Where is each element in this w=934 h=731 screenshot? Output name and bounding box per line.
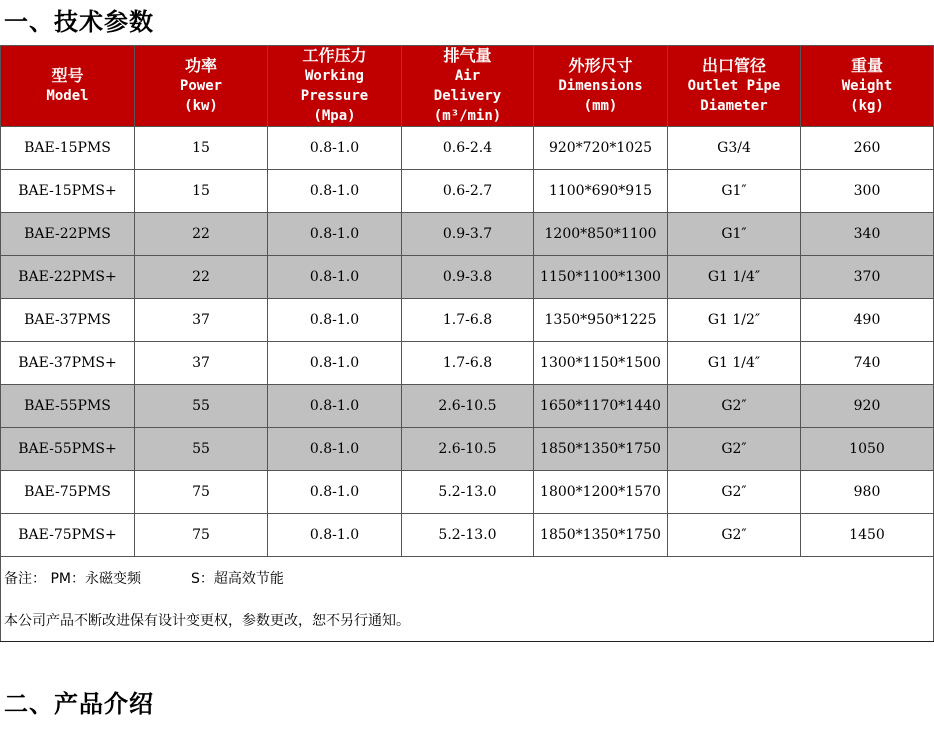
cell-pressure: 0.8-1.0 <box>268 514 402 557</box>
cell-air-delivery: 5.2-13.0 <box>402 471 534 514</box>
header-en: Diameter <box>700 98 768 114</box>
cell-air-delivery: 1.7-6.8 <box>402 299 534 342</box>
cell-power: 22 <box>135 256 268 299</box>
table-row <box>1 428 934 471</box>
header-en: (kw) <box>184 98 218 114</box>
table-row <box>1 471 934 514</box>
header-en: Model <box>46 88 89 104</box>
cell-dimensions: 920*720*1025 <box>534 127 668 170</box>
cell-weight: 340 <box>801 213 934 256</box>
header-en: (mm) <box>583 98 618 114</box>
table-row <box>1 342 934 385</box>
note-row <box>1 557 934 600</box>
header-cn: 外形尺寸 <box>568 56 633 75</box>
header-cn: 功率 <box>184 56 217 75</box>
cell-dimensions: 1350*950*1225 <box>534 299 668 342</box>
cell-air-delivery: 0.6-2.4 <box>402 127 534 170</box>
cell-air-delivery: 5.2-13.0 <box>402 514 534 557</box>
header-weight <box>801 46 934 127</box>
cell-power: 15 <box>135 127 268 170</box>
cell-dimensions: 1150*1100*1300 <box>534 256 668 299</box>
cell-pressure: 0.8-1.0 <box>268 256 402 299</box>
header-dimensions <box>534 46 668 127</box>
cell-power: 15 <box>135 170 268 213</box>
cell-dimensions: 1650*1170*1440 <box>534 385 668 428</box>
table-row <box>1 385 934 428</box>
cell-dimensions: 1100*690*915 <box>534 170 668 213</box>
cell-power: 75 <box>135 471 268 514</box>
cell-model: BAE-55PMS+ <box>1 428 135 471</box>
cell-model: BAE-22PMS <box>1 213 135 256</box>
cell-model: BAE-75PMS+ <box>1 514 135 557</box>
cell-power: 37 <box>135 299 268 342</box>
header-air-delivery <box>402 46 534 127</box>
table-row <box>1 299 934 342</box>
cell-power: 75 <box>135 514 268 557</box>
header-cn: 排气量 <box>443 46 492 65</box>
cell-weight: 300 <box>801 170 934 213</box>
cell-dimensions: 1800*1200*1570 <box>534 471 668 514</box>
cell-outlet-diameter: G1″ <box>668 170 801 213</box>
cell-power: 22 <box>135 213 268 256</box>
header-outlet-diameter <box>668 46 801 127</box>
cell-air-delivery: 2.6-10.5 <box>402 428 534 471</box>
cell-dimensions: 1850*1350*1750 <box>534 514 668 557</box>
table-row <box>1 256 934 299</box>
header-en: Dimensions <box>558 78 643 94</box>
cell-weight: 980 <box>801 471 934 514</box>
header-pressure <box>268 46 402 127</box>
cell-outlet-diameter: G1 1/4″ <box>668 256 801 299</box>
cell-weight: 920 <box>801 385 934 428</box>
cell-power: 55 <box>135 385 268 428</box>
cell-outlet-diameter: G2″ <box>668 428 801 471</box>
cell-outlet-diameter: G3/4 <box>668 127 801 170</box>
cell-model: BAE-37PMS <box>1 299 135 342</box>
disclaimer: 本公司产品不断改进保有设计变更权，参数更改，恕不另行通知。 <box>1 599 934 642</box>
cell-dimensions: 1200*850*1100 <box>534 213 668 256</box>
cell-weight: 1450 <box>801 514 934 557</box>
header-en: Power <box>179 78 223 94</box>
cell-weight: 370 <box>801 256 934 299</box>
cell-dimensions: 1300*1150*1500 <box>534 342 668 385</box>
header-en: Outlet Pipe <box>687 78 781 94</box>
cell-pressure: 0.8-1.0 <box>268 428 402 471</box>
cell-outlet-diameter: G1″ <box>668 213 801 256</box>
header-power <box>135 46 268 127</box>
table-row <box>1 127 934 170</box>
cell-pressure: 0.8-1.0 <box>268 170 402 213</box>
remark-s: S：超高效节能 <box>190 571 284 587</box>
table-header-row <box>1 46 934 127</box>
cell-model: BAE-15PMS+ <box>1 170 135 213</box>
header-cn: 型号 <box>51 66 84 85</box>
header-en: Air <box>454 68 481 84</box>
cell-air-delivery: 0.9-3.8 <box>402 256 534 299</box>
cell-air-delivery: 2.6-10.5 <box>402 385 534 428</box>
cell-model: BAE-75PMS <box>1 471 135 514</box>
cell-power: 55 <box>135 428 268 471</box>
cell-weight: 740 <box>801 342 934 385</box>
cell-air-delivery: 1.7-6.8 <box>402 342 534 385</box>
cell-pressure: 0.8-1.0 <box>268 471 402 514</box>
header-model <box>1 46 135 127</box>
cell-outlet-diameter: G1 1/2″ <box>668 299 801 342</box>
table-row <box>1 514 934 557</box>
cell-pressure: 0.8-1.0 <box>268 299 402 342</box>
header-cn: 出口管径 <box>701 56 766 75</box>
cell-outlet-diameter: G2″ <box>668 471 801 514</box>
cell-outlet-diameter: G2″ <box>668 385 801 428</box>
cell-pressure: 0.8-1.0 <box>268 385 402 428</box>
header-en: Weight <box>841 78 893 94</box>
cell-air-delivery: 0.9-3.7 <box>402 213 534 256</box>
cell-outlet-diameter: G2″ <box>668 514 801 557</box>
remark-pm: 备注： PM：永磁变频 <box>4 571 141 587</box>
cell-pressure: 0.8-1.0 <box>268 127 402 170</box>
cell-model: BAE-55PMS <box>1 385 135 428</box>
cell-air-delivery: 0.6-2.7 <box>402 170 534 213</box>
cell-weight: 1050 <box>801 428 934 471</box>
section-title-intro: 二、产品介绍 <box>4 690 154 718</box>
section-title-specs: 一、技术参数 <box>4 8 154 36</box>
cell-pressure: 0.8-1.0 <box>268 213 402 256</box>
header-cn: 重量 <box>850 56 883 75</box>
header-cn: 工作压力 <box>302 46 367 65</box>
header-en: (kg) <box>850 98 884 114</box>
table-row <box>1 213 934 256</box>
cell-model: BAE-15PMS <box>1 127 135 170</box>
header-en: (m³/min) <box>433 108 502 124</box>
table-row <box>1 170 934 213</box>
cell-model: BAE-37PMS+ <box>1 342 135 385</box>
header-en: Delivery <box>433 88 502 104</box>
cell-weight: 260 <box>801 127 934 170</box>
cell-model: BAE-22PMS+ <box>1 256 135 299</box>
cell-outlet-diameter: G1 1/4″ <box>668 342 801 385</box>
cell-weight: 490 <box>801 299 934 342</box>
cell-pressure: 0.8-1.0 <box>268 342 402 385</box>
header-en: Working <box>304 68 364 84</box>
header-en: Pressure <box>300 88 369 104</box>
remark-cell <box>1 557 934 600</box>
cell-dimensions: 1850*1350*1750 <box>534 428 668 471</box>
note-row <box>1 599 934 642</box>
cell-power: 37 <box>135 342 268 385</box>
header-en: (Mpa) <box>313 108 356 124</box>
spec-table <box>0 45 934 642</box>
